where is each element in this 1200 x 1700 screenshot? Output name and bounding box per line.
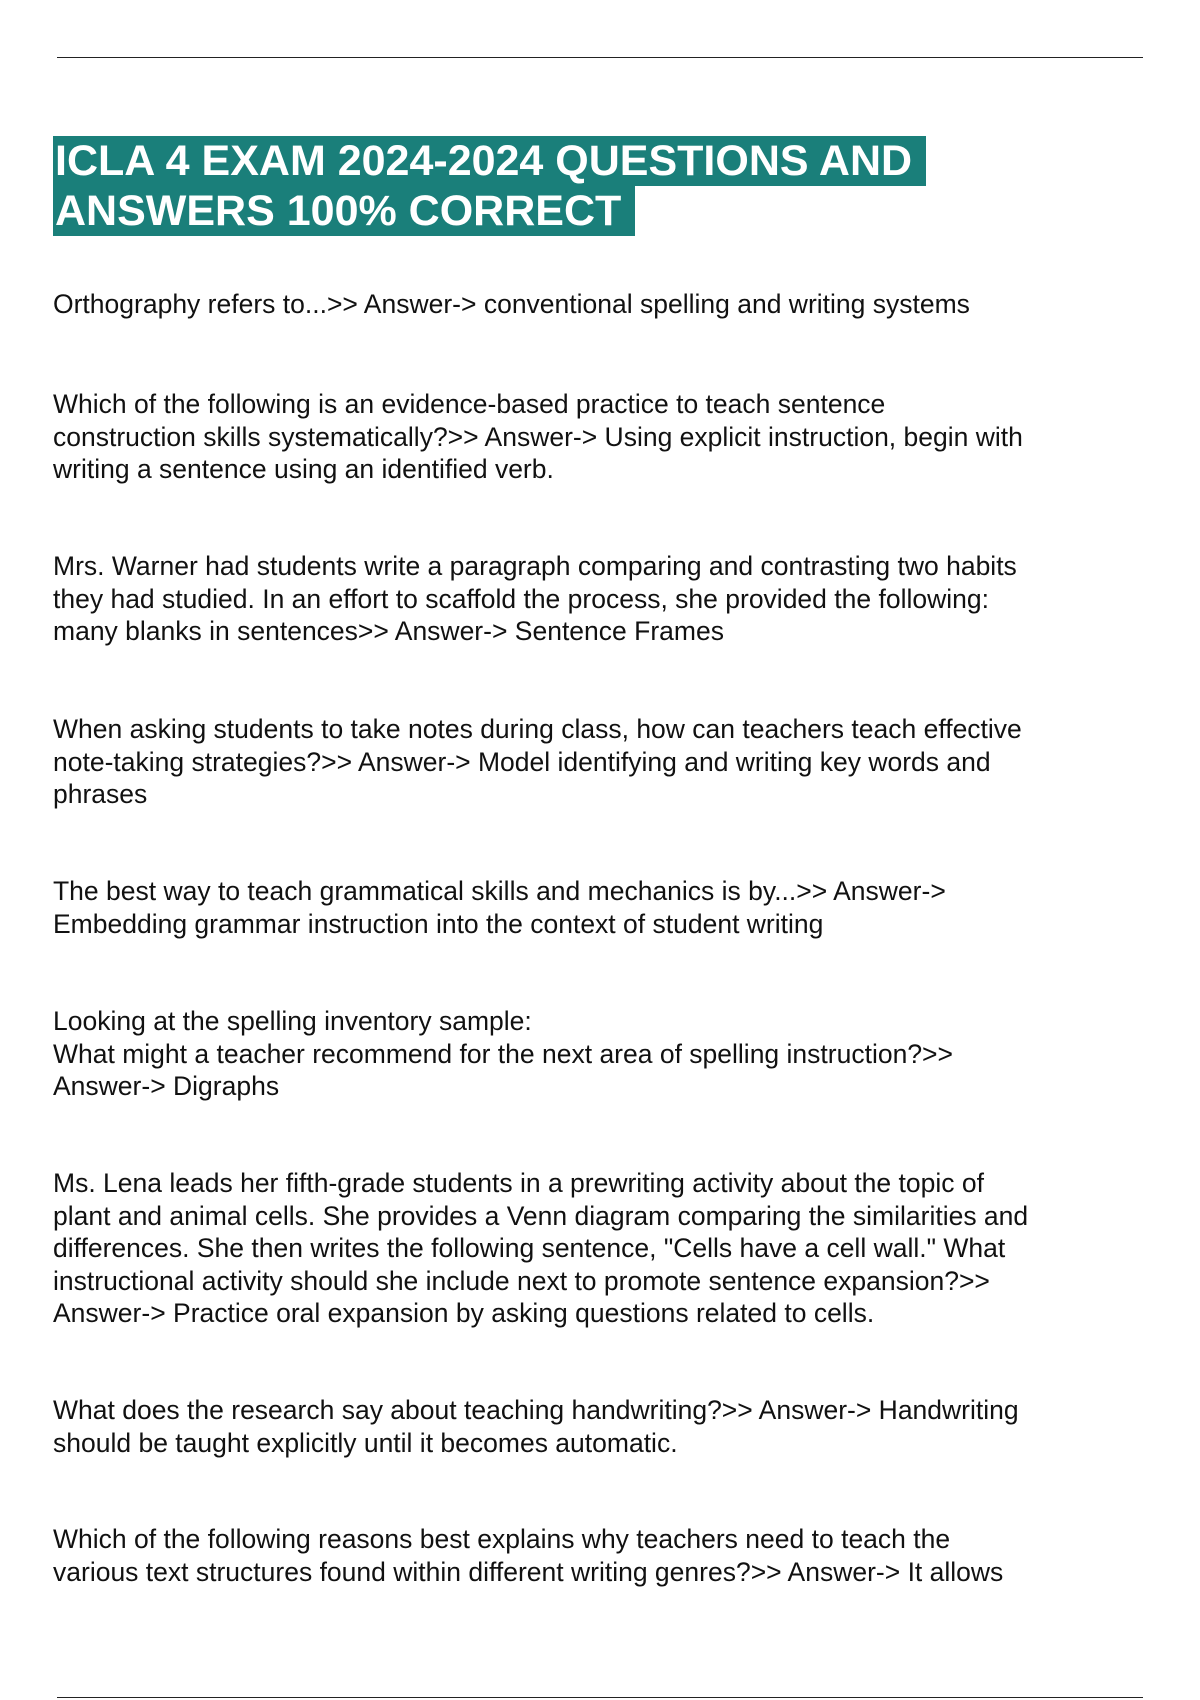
title-line-1: ICLA 4 EXAM 2024-2024 QUESTIONS AND <box>53 136 926 186</box>
top-rule <box>57 57 1143 58</box>
qa-item-4: When asking students to take notes during class, how can teachers teach effective note-taking strategies?>> Answer-> Model identifying and writing key words and phrases <box>53 714 1022 809</box>
qa-item-5: The best way to teach grammatical skills and mechanics is by...>> Answer-> Embedding grammar instruction into the context of student writing <box>53 876 946 939</box>
qa-item-1: Orthography refers to...>> Answer-> conventional spelling and writing systems <box>53 289 970 319</box>
qa-item-8: What does the research say about teaching handwriting?>> Answer-> Handwriting should be taught explicitly until it becomes automatic. <box>53 1395 1019 1458</box>
qa-item-3: Mrs. Warner had students write a paragraph comparing and contrasting two habits they had studied. In an effort to scaffold the process, she provided the following: many blanks in sentences>> Answer-> Sentence Frames <box>53 551 1017 646</box>
title-line-2: ANSWERS 100% CORRECT <box>53 186 635 236</box>
qa-item-6: Looking at the spelling inventory sample: What might a teacher recommend for the next area of spelling instruction?>> Answer-> Digraphs <box>53 1006 954 1101</box>
document-title <box>53 136 1053 236</box>
qa-item-7: Ms. Lena leads her fifth-grade students in a prewriting activity about the topic of plant and animal cells. She provides a Venn diagram comparing the similarities and differences. She then writes the following sentence, "Cells have a cell wall." What instructional activity should she include next to promote sentence expansion?>> Answer-> Practice oral expansion by asking questions related to cells. <box>53 1168 1029 1328</box>
bottom-rule <box>57 1697 1143 1698</box>
qa-item-2: Which of the following is an evidence-based practice to teach sentence construction skills systematically?>> Answer-> Using explicit instruction, begin with writing a sentence using an identified verb. <box>53 389 1023 484</box>
qa-item-9: Which of the following reasons best explains why teachers need to teach the various text structures found within different writing genres?>> Answer-> It allows <box>53 1524 1004 1587</box>
